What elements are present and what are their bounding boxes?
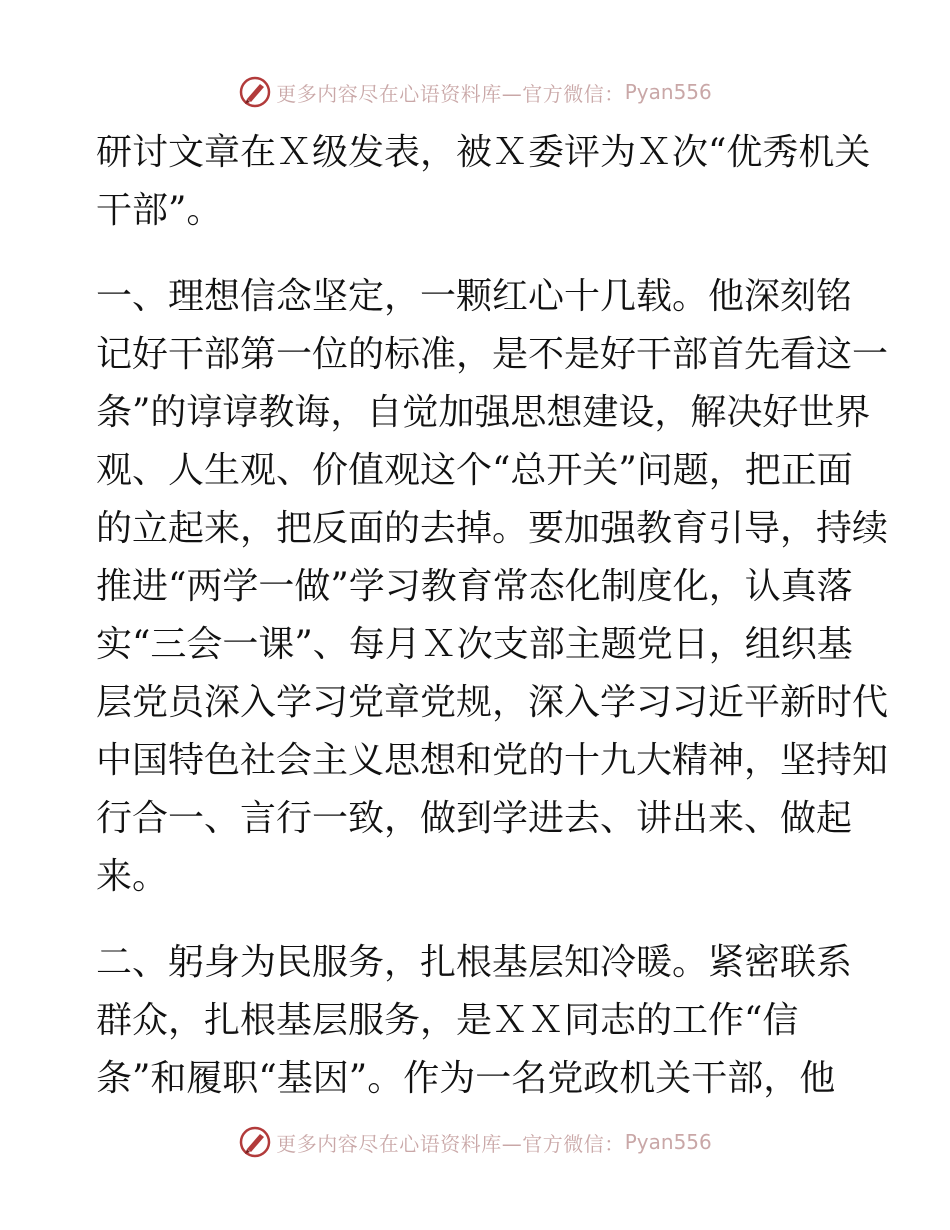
text-line: 研讨文章在Ｘ级发表，被Ｘ委评为Ｘ次“优秀机关 [96, 132, 871, 173]
paragraph-section-one [96, 268, 889, 906]
pen-logo-icon [238, 75, 272, 109]
text-line: 条”的谆谆教诲，自觉加强思想建设，解决好世界 [96, 392, 871, 433]
document-body [96, 124, 889, 1108]
paragraph-section-two [96, 934, 856, 1108]
text-line: 行合一、言行一致，做到学进去、讲出来、做起 [96, 798, 853, 839]
text-line: 推进“两学一做”学习教育常态化制度化，认真落 [96, 566, 853, 607]
paragraph-intro [96, 124, 871, 240]
watermark-id: Pyan556 [624, 80, 712, 104]
text-line: 观、人生观、价值观这个“总开关”问题，把正面 [96, 450, 853, 491]
watermark-footer [0, 1122, 950, 1162]
text-line: 的立起来，把反面的去掉。要加强教育引导，持续 [96, 508, 889, 549]
section-heading-line: 一、理想信念坚定，一颗红心十几载。他深刻铭 [96, 276, 853, 317]
text-line: 层党员深入学习党章党规，深入学习习近平新时代 [96, 682, 889, 723]
text-line: 条”和履职“基因”。作为一名党政机关干部，他 [96, 1058, 836, 1099]
text-line: 实“三会一课”、每月Ｘ次支部主题党日，组织基 [96, 624, 853, 665]
text-line: 群众，扎根基层服务，是ＸＸ同志的工作“信 [96, 1000, 799, 1041]
pen-logo-icon [238, 1125, 272, 1159]
watermark-header [0, 72, 950, 112]
watermark-text: 更多内容尽在心语资料库—官方微信： [276, 81, 625, 106]
section-heading-line: 二、躬身为民服务，扎根基层知冷暖。紧密联系 [96, 942, 853, 983]
text-line: 来。 [96, 856, 169, 897]
watermark-id: Pyan556 [624, 1130, 712, 1154]
watermark-text: 更多内容尽在心语资料库—官方微信： [276, 1131, 625, 1156]
text-line: 记好干部第一位的标准，是不是好干部首先看这一 [96, 334, 889, 375]
text-line: 中国特色社会主义思想和党的十九大精神，坚持知 [96, 740, 889, 781]
text-line: 干部”。 [96, 190, 223, 231]
